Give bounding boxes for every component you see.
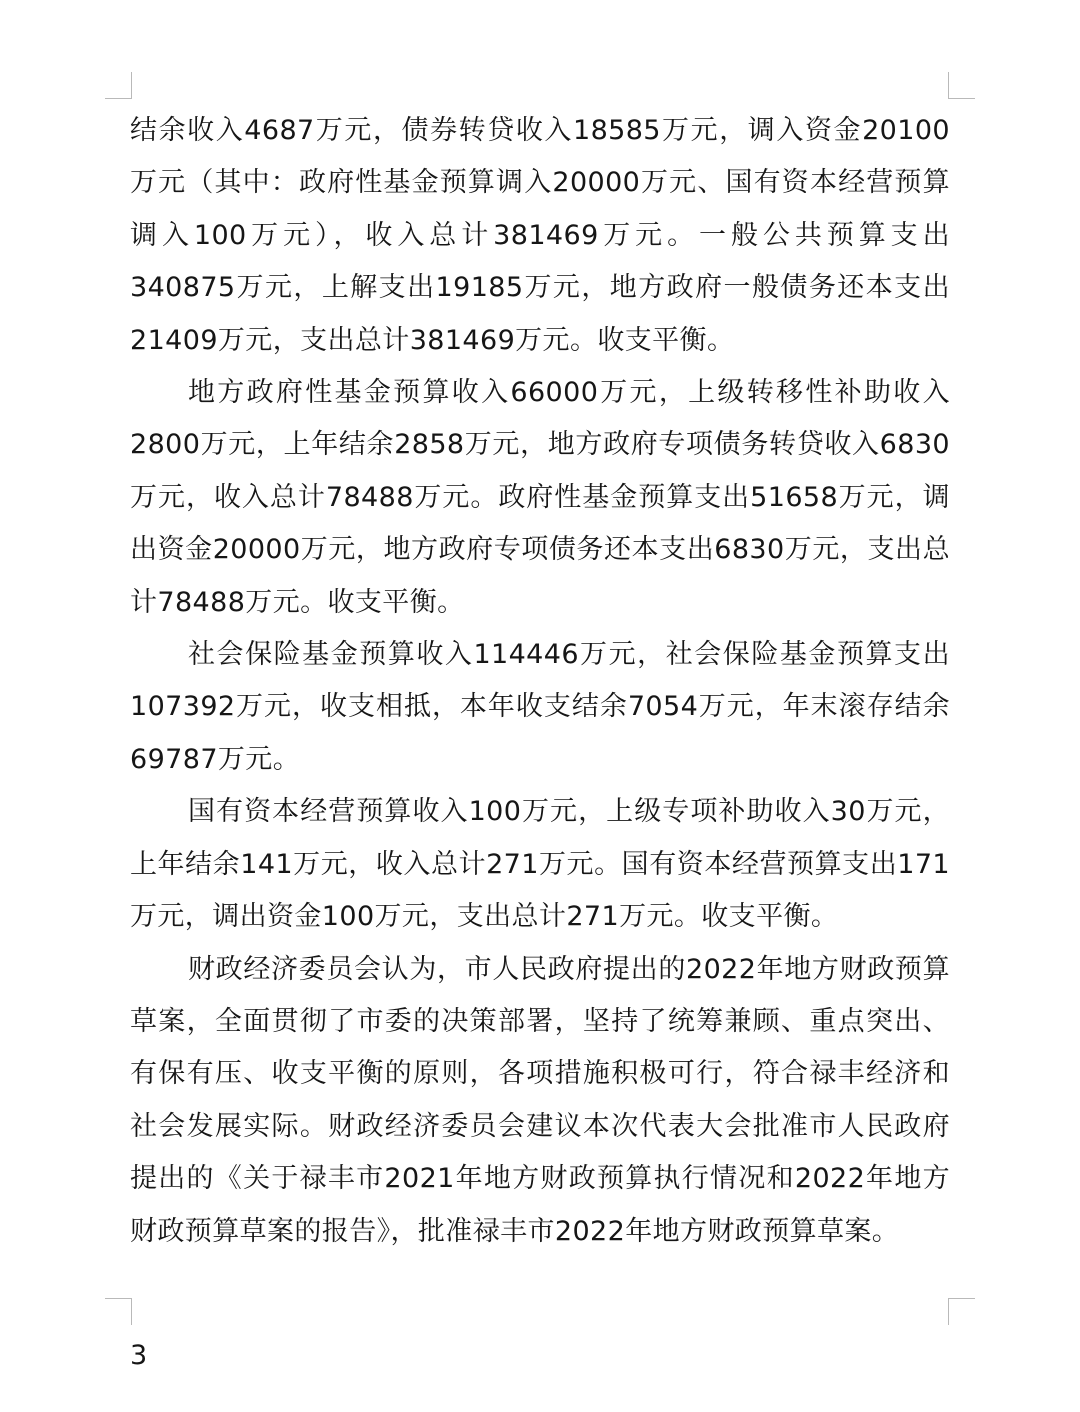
- paragraph-social-insurance-fund-budget: 社会保险基金预算收入114446万元，社会保险基金预算支出107392万元，收支相抵，本年收支结余7054万元，年末滚存结余69787万元。: [130, 639, 950, 775]
- paragraph-general-budget-continued: 结余收入4687万元，债券转贷收入18585万元，调入资金20100万元（其中：政府性基金预算调入20000万元、国有资本经营预算调入100万元），收入总计381469万元。一般公共预算支出340875万元，上解支出19185万元，地方政府一般债务还本支出21409万元，支出总计381469万元。收支平衡。: [130, 115, 950, 356]
- crop-mark-top-right: [948, 72, 975, 99]
- page-number: 3: [130, 1340, 148, 1371]
- paragraph-committee-opinion: 财政经济委员会认为，市人民政府提出的2022年地方财政预算草案，全面贯彻了市委的决策部署，坚持了统筹兼顾、重点突出、有保有压、收支平衡的原则，各项措施积极可行，符合禄丰经济和社会发展实际。财政经济委员会建议本次代表大会批准市人民政府提出的《关于禄丰市2021年地方财政预算执行情况和2022年地方财政预算草案的报告》，批准禄丰市2022年地方财政预算草案。: [130, 953, 950, 1247]
- document-body: [130, 105, 950, 1258]
- crop-mark-bottom-right: [948, 1298, 975, 1325]
- crop-mark-top-left: [105, 72, 132, 99]
- paragraph-state-capital-budget: 国有资本经营预算收入100万元，上级专项补助收入30万元，上年结余141万元，收入总计271万元。国有资本经营预算支出171万元，调出资金100万元，支出总计271万元。收支平衡。: [130, 796, 950, 933]
- crop-mark-bottom-left: [105, 1298, 132, 1325]
- paragraph-government-fund-budget: 地方政府性基金预算收入66000万元，上级转移性补助收入2800万元，上年结余2858万元，地方政府专项债务转贷收入6830万元，收入总计78488万元。政府性基金预算支出51658万元，调出资金20000万元，地方政府专项债务还本支出6830万元，支出总计78488万元。收支平衡。: [130, 377, 950, 618]
